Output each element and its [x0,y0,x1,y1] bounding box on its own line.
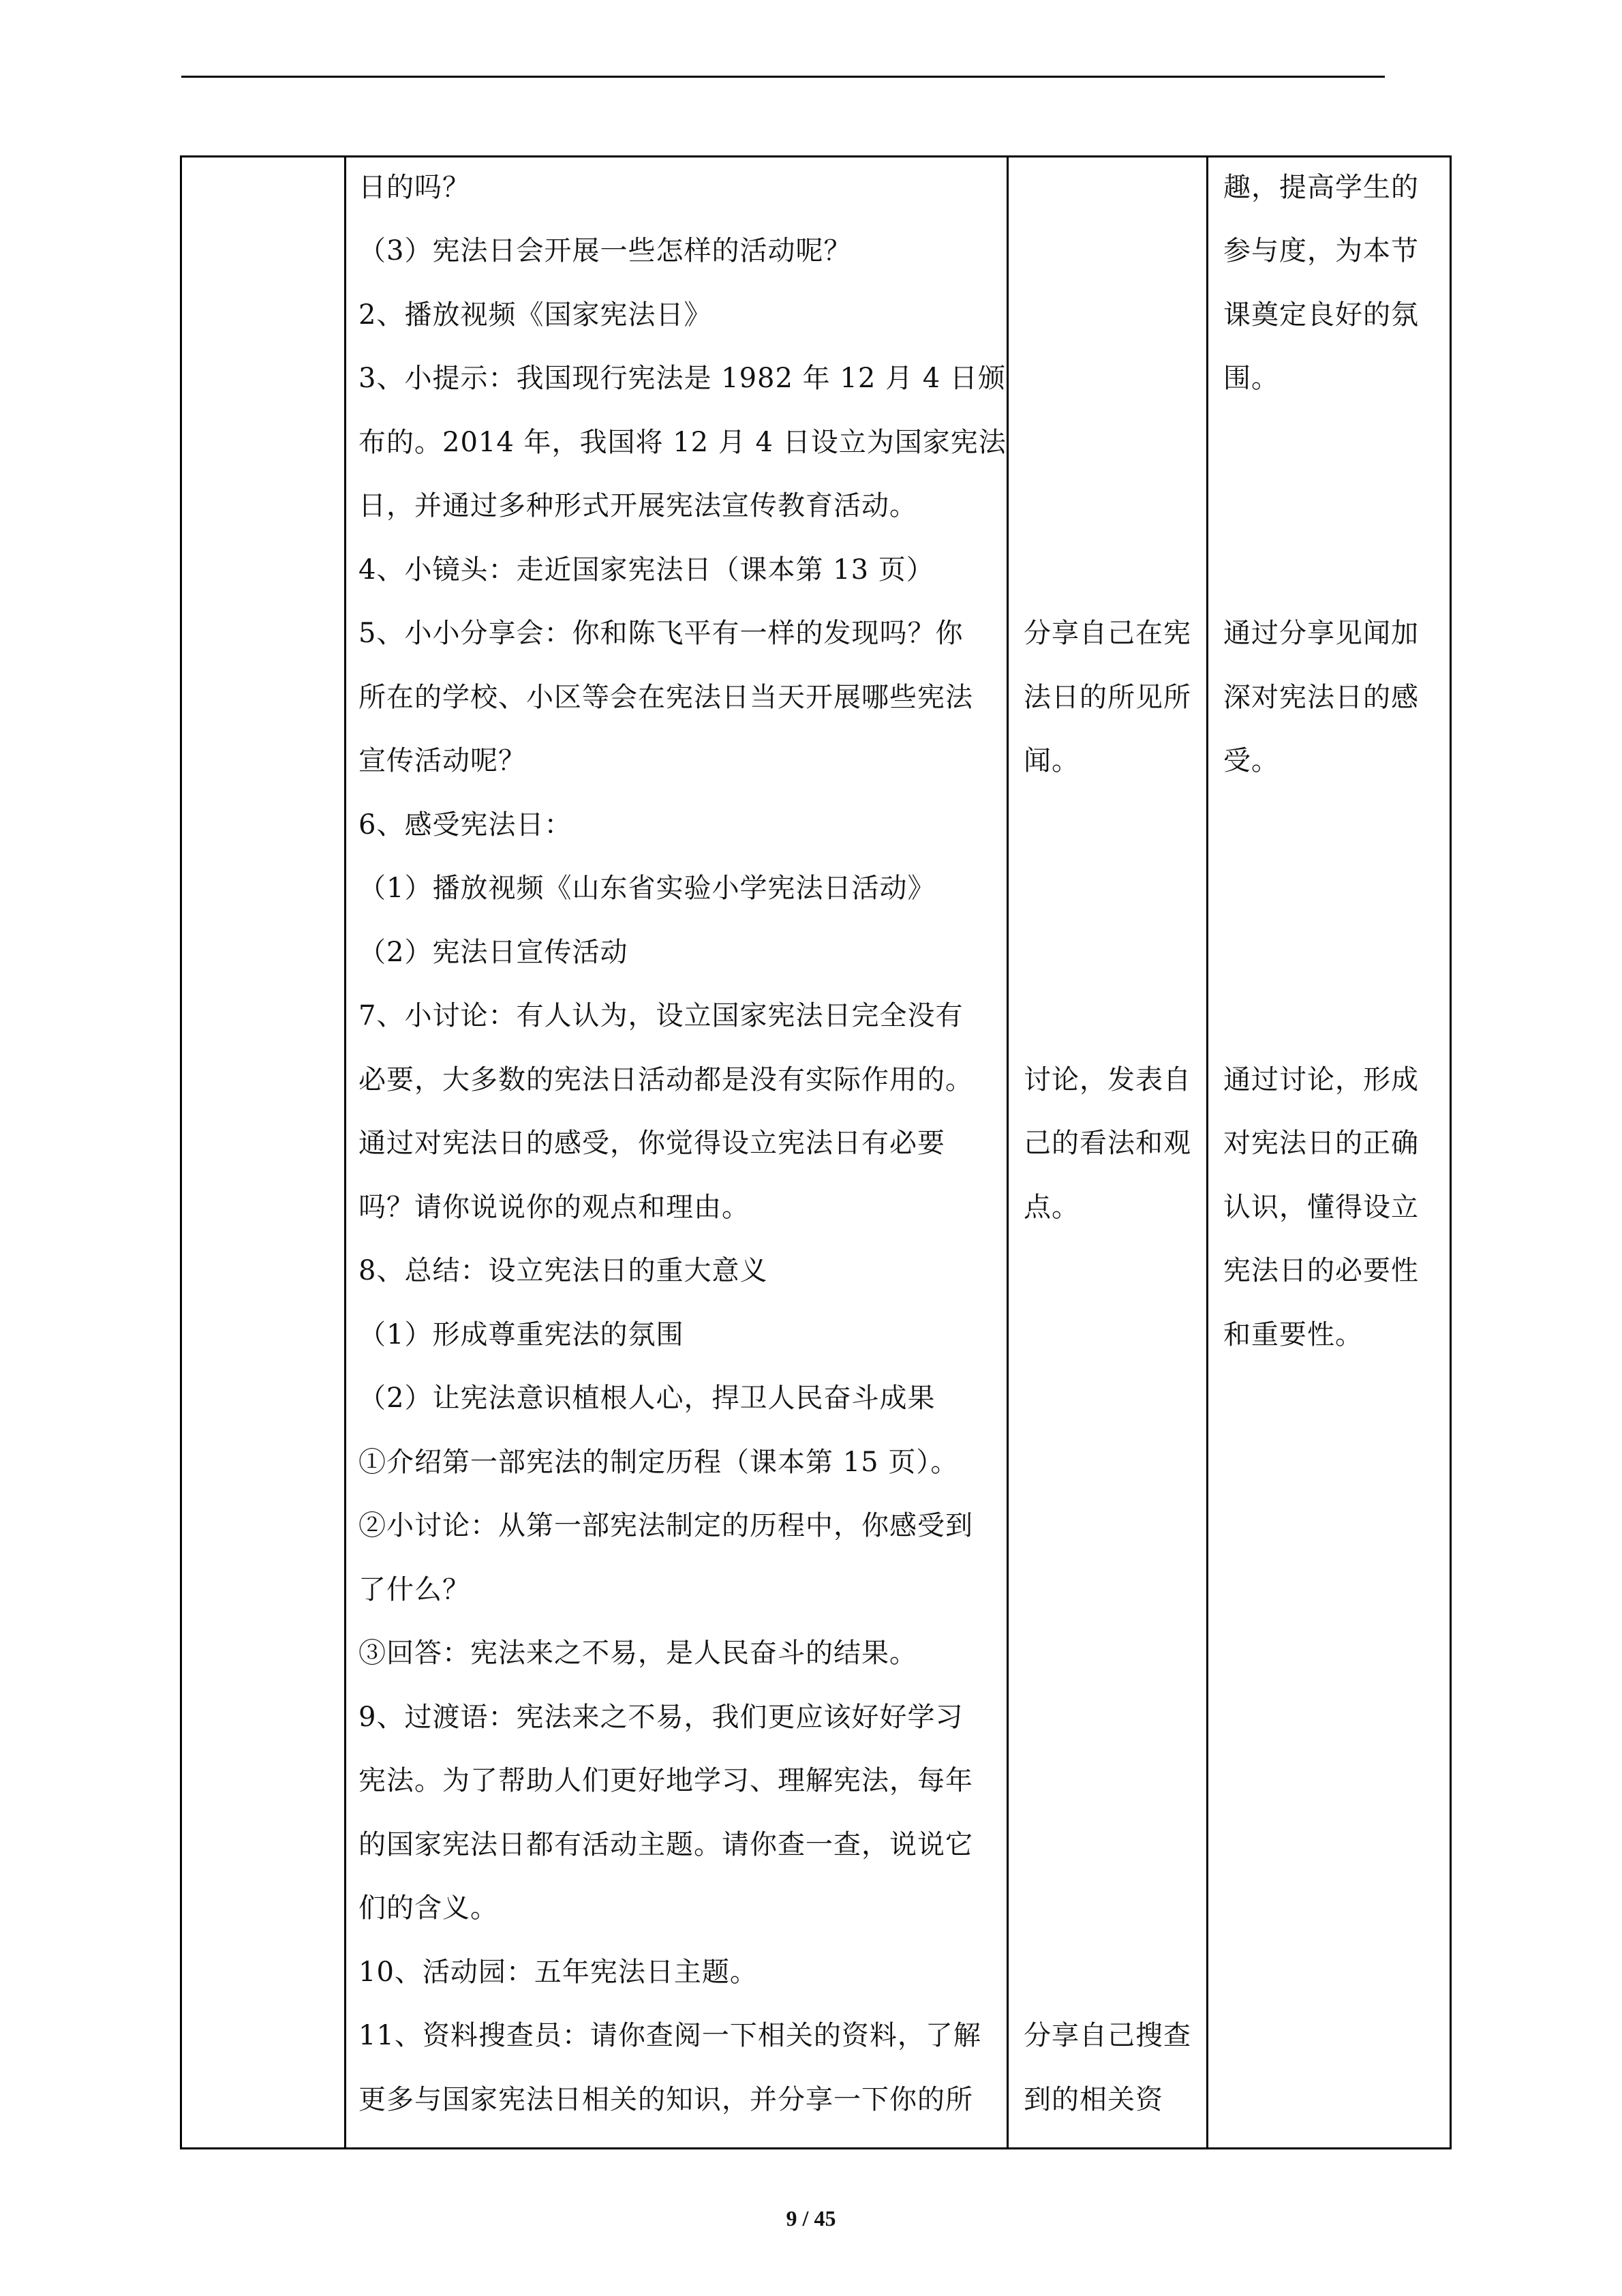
content-line: 日的吗？ [358,172,470,203]
content-line: 2、播放视频《国家宪法日》 [358,299,712,331]
teaching-content-cell [346,157,1008,2149]
content-line: 4、小镜头：走近国家宪法日（课本第 13 页） [358,554,934,586]
student-line: 分享自己在宪 [1024,618,1191,649]
content-line: 必要，大多数的宪法日活动都是没有实际作用的。 [358,1064,973,1096]
content-line: （2）让宪法意识植根人心，捍卫人民奋斗成果 [358,1383,936,1414]
page-number: 9 / 45 [786,2206,836,2231]
header-rule [181,76,1385,78]
student-line: 讨论，发表自 [1024,1064,1191,1096]
student-line: 己的看法和观 [1024,1128,1191,1159]
intent-line: 和重要性。 [1223,1319,1363,1350]
content-line: 7、小讨论：有人认为，设立国家宪法日完全没有 [358,1000,964,1031]
intent-line: 通过分享见闻加 [1223,618,1419,649]
section-cell [181,157,346,2149]
content-line: 通过对宪法日的感受，你觉得设立宪法日有必要 [358,1128,945,1159]
content-line: 10、活动园：五年宪法日主题。 [358,1957,758,1988]
design-intent-cell [1208,157,1451,2149]
lesson-plan-table [180,155,1452,2149]
content-line: 3、小提示：我国现行宪法是 1982 年 12 月 4 日颁 [358,363,1006,394]
content-line: 日，并通过多种形式开展宪法宣传教育活动。 [358,490,917,522]
student-line: 分享自己搜查 [1024,2020,1191,2051]
content-line: 宪法。为了帮助人们更好地学习、理解宪法，每年 [358,1765,973,1796]
content-line: （1）播放视频《山东省实验小学宪法日活动》 [358,873,936,904]
content-line: （1）形成尊重宪法的氛围 [358,1319,684,1350]
student-line: 闻。 [1024,745,1080,776]
intent-line: 认识，懂得设立 [1223,1192,1419,1223]
student-line: 点。 [1024,1192,1080,1223]
content-line: 更多与国家宪法日相关的知识，并分享一下你的所 [358,2084,973,2115]
student-line: 法日的所见所 [1024,682,1191,713]
intent-line: 围。 [1223,363,1279,394]
intent-line: 对宪法日的正确 [1223,1128,1419,1159]
content-line: 11、资料搜查员：请你查阅一下相关的资料，了解 [358,2020,981,2051]
intent-line: 参与度，为本节 [1223,235,1419,267]
intent-line: 课奠定良好的氛 [1223,299,1419,331]
content-line: 8、总结：设立宪法日的重大意义 [358,1255,768,1286]
content-line: ①介绍第一部宪法的制定历程（课本第 15 页）。 [358,1447,959,1478]
content-line: 9、过渡语：宪法来之不易，我们更应该好好学习 [358,1702,964,1733]
intent-line: 受。 [1223,745,1279,776]
content-line: 5、小小分享会：你和陈飞平有一样的发现吗？你 [358,618,964,649]
intent-line: 通过讨论，形成 [1223,1064,1419,1096]
content-line: 宣传活动呢？ [358,745,526,776]
intent-line: 深对宪法日的感 [1223,682,1419,713]
content-line: （3）宪法日会开展一些怎样的活动呢？ [358,235,852,267]
content-line: 吗？请你说说你的观点和理由。 [358,1192,750,1223]
student-line: 到的相关资 [1024,2084,1163,2115]
content-line: 了什么？ [358,1574,470,1605]
content-line: 所在的学校、小区等会在宪法日当天开展哪些宪法 [358,682,973,713]
content-line: （2）宪法日宣传活动 [358,937,628,968]
table-row [181,157,1451,2149]
intent-line: 趣，提高学生的 [1223,172,1419,203]
intent-line: 宪法日的必要性 [1223,1255,1419,1286]
content-line: ②小讨论：从第一部宪法制定的历程中，你感受到 [358,1510,973,1541]
content-line: 6、感受宪法日： [358,809,572,841]
content-line: 布的。2014 年，我国将 12 月 4 日设立为国家宪法 [358,427,1007,458]
content-line: ③回答：宪法来之不易，是人民奋斗的结果。 [358,1637,917,1669]
content-line: 的国家宪法日都有活动主题。请你查一查，说说它 [358,1829,973,1860]
student-activity-cell [1008,157,1208,2149]
content-line: 们的含义。 [358,1892,498,1924]
